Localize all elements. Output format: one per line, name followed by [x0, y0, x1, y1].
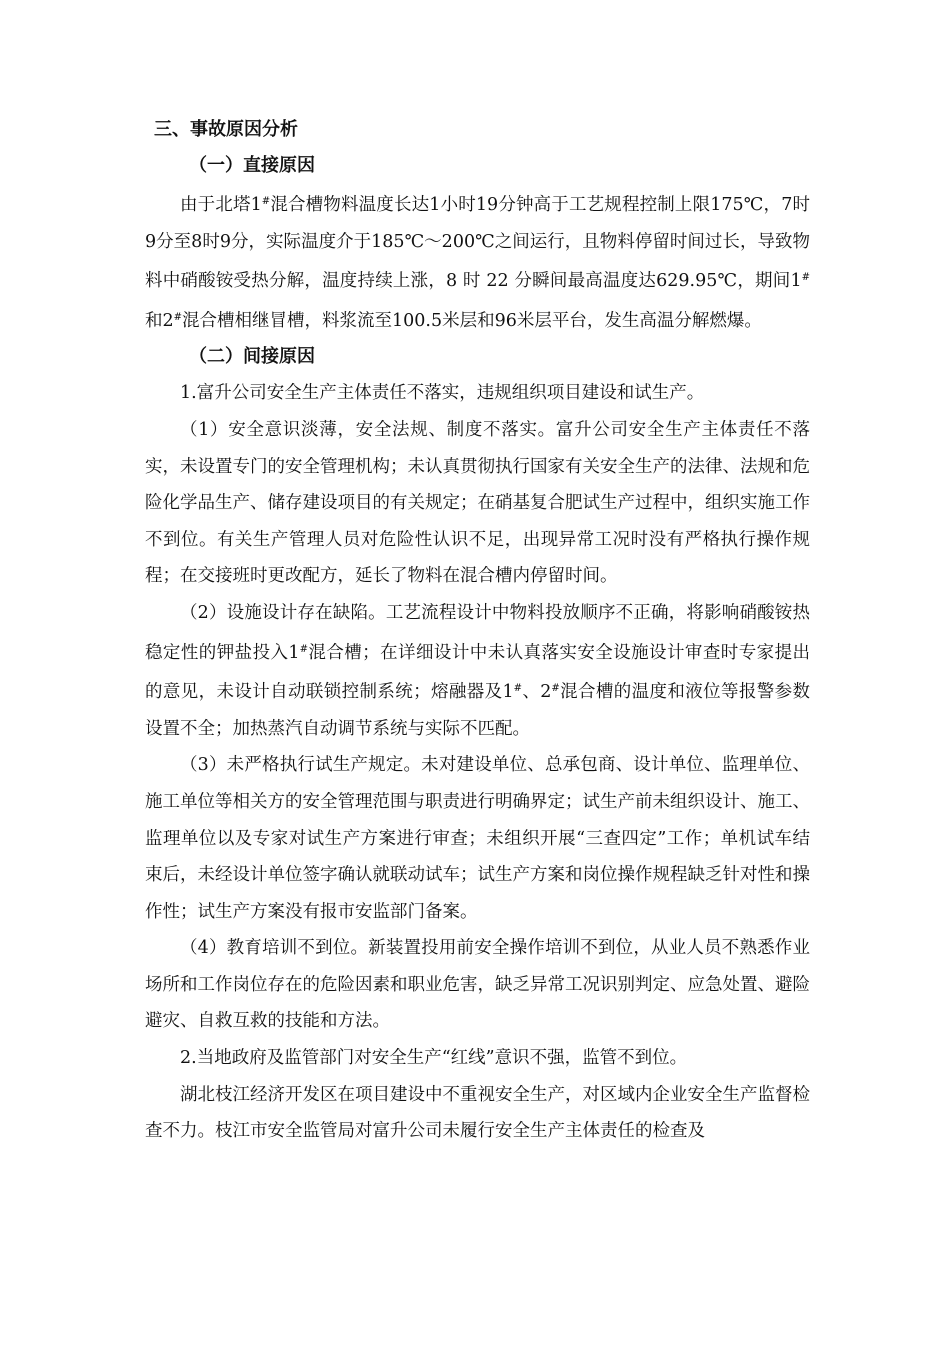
- subsection-title-indirect: （二）间接原因: [189, 346, 315, 368]
- paragraph-government-supervision: 湖北枝江经济开发区在项目建设中不重视安全生产，对区域内企业安全生产监督检查不力。枝江市安全监管局对富升公司未履行安全生产主体责任的检查及: [145, 1084, 810, 1142]
- paragraph-design-defects: （2）设施设计存在缺陷。工艺流程设计中物料投放顺序不正确，将影响硝酸铵热稳定性的钾盐投入1#混合槽；在详细设计中未认真落实安全设施设计审查时专家提出的意见，未设计自动联锁控制系统；熔融器及1#、2#混合槽的温度和液位等报警参数设置不全；加热蒸汽自动调节系统与实际不匹配。: [145, 602, 811, 739]
- list-item-2: 2.当地政府及监管部门对安全生产“红线”意识不强，监管不到位。: [180, 1048, 688, 1069]
- subsection-title-direct: （一）直接原因: [189, 155, 315, 176]
- paragraph-training: （4）教育培训不到位。新装置投用前安全操作培训不到位，从业人员不熟悉作业场所和工作岗位存在的危险因素和职业危害，缺乏异常工况识别判定、应急处置、避险避灾、自救互救的技能和方法。: [145, 938, 810, 1032]
- document-body: [145, 112, 810, 1150]
- paragraph-direct-cause: 由于北塔1#混合槽物料温度长达1小时19分钟高于工艺规程控制上限175℃，7时9分至8时9分，实际温度介于185℃～200℃之间运行，且物料停留时间过长，导致物料中硝酸铵受热分解，温度持续上涨，8 时 22 分瞬间最高温度达629.95℃，期间1#和2#混合槽相继冒槽，料浆流至100.5米层和96米层平台，发生高温分解燃爆。: [145, 195, 810, 331]
- section-title: 三、事故原因分析: [154, 119, 298, 140]
- paragraph-trial-production: （3）未严格执行试生产规定。未对建设单位、总承包商、设计单位、监理单位、施工单位等相关方的安全管理范围与职责进行明确界定；试生产前未组织设计、施工、监理单位以及专家对试生产方案进行审查；未组织开展“三查四定”工作；单机试车结束后，未经设计单位签字确认就联动试车；试生产方案和岗位操作规程缺乏针对性和操作性；试生产方案没有报市安监部门备案。: [145, 755, 810, 922]
- list-item-1: 1.富升公司安全生产主体责任不落实，违规组织项目建设和试生产。: [180, 383, 705, 404]
- paragraph-safety-awareness: （1）安全意识淡薄，安全法规、制度不落实。富升公司安全生产主体责任不落实，未设置专门的安全管理机构；未认真贯彻执行国家有关安全生产的法律、法规和危险化学品生产、储存建设项目的有关规定；在硝基复合肥试生产过程中，组织实施工作不到位。有关生产管理人员对危险性认识不足，出现异常工况时没有严格执行操作规程；在交接班时更改配方，延长了物料在混合槽内停留时间。: [145, 419, 810, 587]
